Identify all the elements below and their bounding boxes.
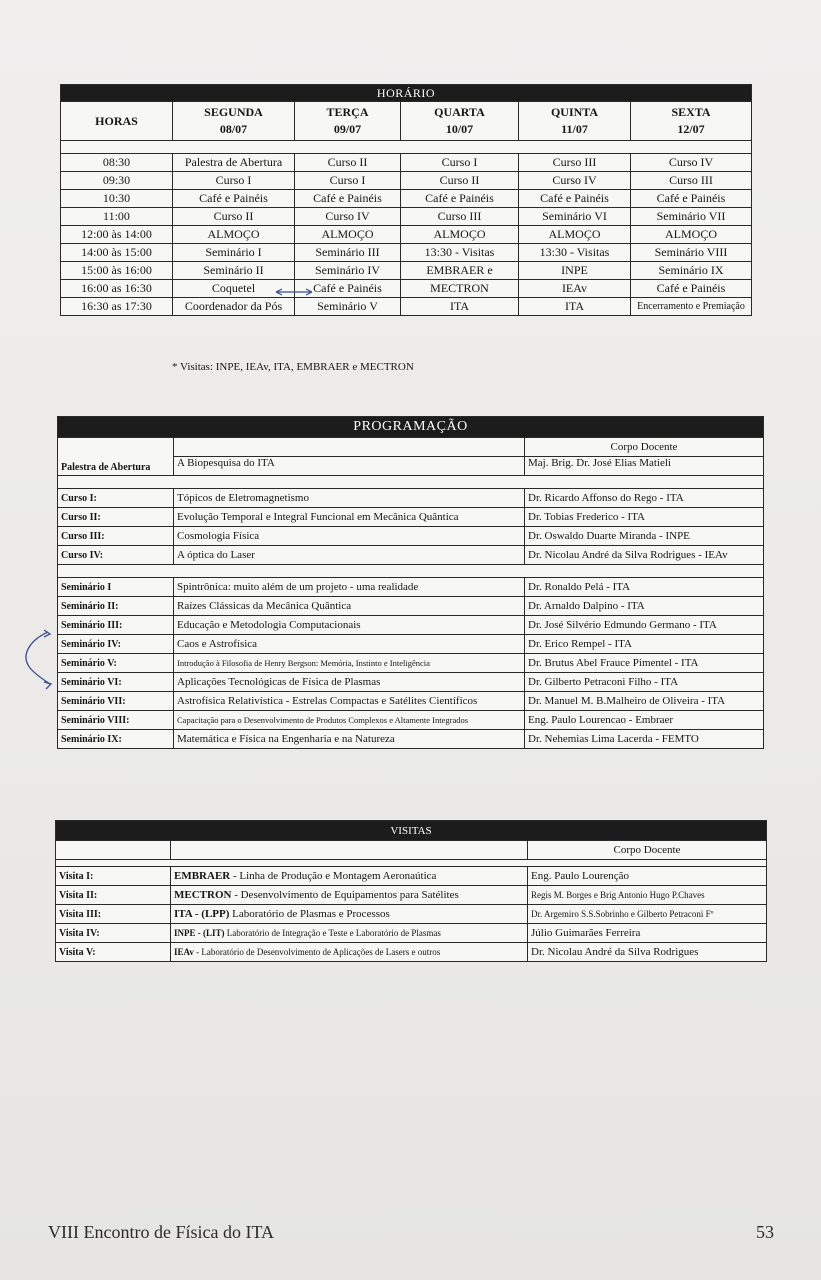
slot-cell: 13:30 - Visitas [519,244,631,262]
teacher-cell: Dr. Erico Rempel - ITA [525,635,764,654]
teacher-cell: Dr. Tobias Frederico - ITA [525,508,764,527]
slot-cell: Curso IV [295,208,401,226]
visit-desc: - Linha de Produção e Montagem Aeronaútica [230,870,437,882]
header-day: SEGUNDA [204,105,263,119]
slot-cell: EMBRAER e [401,262,519,280]
slot-cell: INPE [519,262,631,280]
topic-cell: Capacitação para o Desenvolvimento de Produtos Complexos e Altamente Integrados [174,711,525,730]
slot-cell: Café e Painéis [295,190,401,208]
row-label: Seminário I [58,578,174,597]
teacher-cell: Júlio Guimarães Ferreira [528,924,767,943]
slot-cell: Seminário I [173,244,295,262]
teacher-cell: Dr. Ricardo Affonso do Rego - ITA [525,489,764,508]
schedule-row [61,244,752,262]
schedule-table [60,84,752,316]
header-cell [519,102,631,141]
schedule-row [61,280,752,298]
teacher-cell: Dr. Argemiro S.S.Sobrinho e Gilberto Petraconi Fº [528,905,767,924]
visit-desc: - Desenvolvimento de Equipamentos para Satélites [231,889,459,901]
teacher-cell: Dr. José Silvério Edmundo Germano - ITA [525,616,764,635]
slot-cell: Coordenador da Pós [173,298,295,316]
topic-cell: Introdução à Filosofia de Henry Bergson: Memória, Instinto e Inteligência [174,654,525,673]
seminar-row [58,711,764,730]
teacher-cell: Dr. Brutus Abel Frauce Pimentel - ITA [525,654,764,673]
header-date: 09/07 [333,122,362,136]
slot-cell: Seminário II [173,262,295,280]
visit-desc-cell [171,943,528,962]
topic-cell: Spintrônica: muito além de um projeto - uma realidade [174,578,525,597]
spacer-row [56,860,767,867]
schedule-row [61,154,752,172]
header-cell [173,102,295,141]
teacher-cell: Dr. Gilberto Petraconi Filho - ITA [525,673,764,692]
topic-cell: Tópicos de Eletromagnetismo [174,489,525,508]
slot-cell: Seminário VIII [631,244,752,262]
teacher-cell: Maj. Brig. Dr. José Elias Matieli [525,457,764,476]
visit-org: INPE - (LIT) [174,928,225,938]
schedule-header-row [61,102,752,141]
visit-row [56,924,767,943]
teacher-cell: Dr. Nehemias Lima Lacerda - FEMTO [525,730,764,749]
slot-cell: Café e Painéis [295,280,401,298]
teacher-cell: Dr. Ronaldo Pelá - ITA [525,578,764,597]
spacer-row [61,141,752,154]
slot-cell: Café e Painéis [519,190,631,208]
schedule-row [61,226,752,244]
time-cell: 10:30 [61,190,173,208]
time-cell: 11:00 [61,208,173,226]
slot-cell: Seminário III [295,244,401,262]
schedule-row [61,298,752,316]
row-label: Curso III: [58,527,174,546]
topic-cell: Astrofísica Relativística - Estrelas Compactas e Satélites Científicos [174,692,525,711]
slot-cell: 13:30 - Visitas [401,244,519,262]
visit-row [56,905,767,924]
teacher-cell: Eng. Paulo Lourenção [528,867,767,886]
blank-cell [56,841,171,860]
visit-org: IEAv [174,947,194,957]
header-day: SEXTA [671,105,711,119]
teacher-cell: Dr. Nicolau André da Silva Rodrigues - IEAv [525,546,764,565]
slot-cell: ALMOÇO [519,226,631,244]
slot-cell: Encerramento e Premiação [631,298,752,316]
visit-desc-cell [171,924,528,943]
slot-cell: Curso IV [519,172,631,190]
topic-cell: Matemática e Física na Engenharia e na Natureza [174,730,525,749]
teacher-cell: Eng. Paulo Lourencao - Embraer [525,711,764,730]
row-label: Curso II: [58,508,174,527]
topic-cell: A óptica do Laser [174,546,525,565]
slot-cell: ALMOÇO [173,226,295,244]
row-label: Palestra de Abertura [58,438,174,476]
time-cell: 12:00 às 14:00 [61,226,173,244]
row-label: Seminário III: [58,616,174,635]
topic-cell: Aplicações Tecnológicas de Física de Plasmas [174,673,525,692]
course-row [58,546,764,565]
header-day: QUARTA [434,105,485,119]
visits-footnote: * Visitas: INPE, IEAv, ITA, EMBRAER e MECTRON [172,361,414,373]
visits-title: VISITAS [56,821,767,841]
spacer-row [58,565,764,578]
seminar-row [58,578,764,597]
schedule-title: HORÁRIO [61,85,752,102]
slot-cell: Café e Painéis [631,280,752,298]
slot-cell: Seminário IX [631,262,752,280]
corpo-docente-header: Corpo Docente [525,438,764,457]
time-cell: 14:00 às 15:00 [61,244,173,262]
header-cell [401,102,519,141]
time-cell: 08:30 [61,154,173,172]
seminar-row [58,654,764,673]
row-label: Seminário V: [58,654,174,673]
slot-cell: Curso I [401,154,519,172]
slot-cell: Curso III [631,172,752,190]
slot-cell: Café e Painéis [401,190,519,208]
course-row [58,489,764,508]
teacher-cell: Dr. Arnaldo Dalpino - ITA [525,597,764,616]
slot-cell: Seminário V [295,298,401,316]
header-date: 11/07 [561,122,588,136]
slot-cell: Curso II [173,208,295,226]
header-day: TERÇA [326,105,369,119]
page-number: 53 [756,1222,774,1242]
row-label: Visita IV: [56,924,171,943]
slot-cell: ALMOÇO [631,226,752,244]
row-label: Seminário II: [58,597,174,616]
blank-cell [174,438,525,457]
visit-desc: Laboratório de Integração e Teste e Laboratório de Plasmas [224,928,441,938]
slot-cell: ALMOÇO [295,226,401,244]
visit-desc-cell [171,867,528,886]
slot-cell: ALMOÇO [401,226,519,244]
row-label: Visita V: [56,943,171,962]
slot-cell: ITA [401,298,519,316]
seminar-row [58,692,764,711]
row-label: Visita II: [56,886,171,905]
corpo-docente-header: Corpo Docente [528,841,767,860]
header-cell [295,102,401,141]
topic-cell: Raízes Clássicas da Mecânica Quântica [174,597,525,616]
program-title: PROGRAMAÇÃO [58,417,764,438]
visit-row [56,867,767,886]
visit-desc: Laboratório de Plasmas e Processos [229,908,390,920]
seminar-row [58,730,764,749]
visit-desc-cell [171,886,528,905]
topic-cell: A Biopesquisa do ITA [174,457,525,476]
time-cell: 09:30 [61,172,173,190]
course-row [58,527,764,546]
visits-table [55,820,767,962]
teacher-cell: Regis M. Borges e Brig Antonio Hugo P.Chaves [528,886,767,905]
time-cell: 16:00 as 16:30 [61,280,173,298]
visit-row [56,943,767,962]
header-date: 08/07 [219,122,248,136]
visit-desc-cell [171,905,528,924]
schedule-row [61,208,752,226]
seminar-row [58,635,764,654]
teacher-cell: Dr. Nicolau André da Silva Rodrigues [528,943,767,962]
slot-cell: Palestra de Abertura [173,154,295,172]
row-label: Seminário VI: [58,673,174,692]
slot-cell: Curso I [295,172,401,190]
row-label: Seminário VIII: [58,711,174,730]
visit-org: ITA - (LPP) [174,908,230,920]
teacher-cell: Dr. Manuel M. B.Malheiro de Oliveira - ITA [525,692,764,711]
header-date: 12/07 [677,122,705,136]
slot-cell: Café e Painéis [631,190,752,208]
time-cell: 15:00 às 16:00 [61,262,173,280]
program-table [57,416,764,749]
slot-cell: Curso II [401,172,519,190]
blank-cell [171,841,528,860]
row-label: Curso I: [58,489,174,508]
row-label: Seminário IV: [58,635,174,654]
visit-org: MECTRON [174,889,232,901]
topic-cell: Caos e Astrofísica [174,635,525,654]
slot-cell: Curso II [295,154,401,172]
slot-cell: Café e Painéis [173,190,295,208]
slot-cell: Seminário IV [295,262,401,280]
slot-cell: Curso IV [631,154,752,172]
seminar-row [58,673,764,692]
slot-cell: Seminário VII [631,208,752,226]
header-day: HORAS [95,113,138,128]
row-label: Seminário IX: [58,730,174,749]
visit-org: EMBRAER [174,870,231,882]
row-label: Visita I: [56,867,171,886]
topic-cell: Cosmologia Física [174,527,525,546]
seminar-row [58,616,764,635]
schedule-row [61,262,752,280]
footer-title: VIII Encontro de Física do ITA [48,1222,274,1242]
visit-desc: - Laboratório de Desenvolvimento de Aplicações de Lasers e outros [193,947,441,957]
slot-cell: Curso I [173,172,295,190]
row-label: Curso IV: [58,546,174,565]
slot-cell: Coquetel [173,280,295,298]
row-label: Visita III: [56,905,171,924]
spacer-row [58,476,764,489]
course-row [58,508,764,527]
visit-row [56,886,767,905]
topic-cell: Educação e Metodologia Computacionais [174,616,525,635]
schedule-row [61,172,752,190]
slot-cell: Curso III [519,154,631,172]
header-date: 10/07 [445,122,474,136]
topic-cell: Evolução Temporal e Integral Funcional em Mecânica Quântica [174,508,525,527]
row-label: Seminário VII: [58,692,174,711]
header-cell [61,102,173,141]
teacher-cell: Dr. Oswaldo Duarte Miranda - INPE [525,527,764,546]
seminar-row [58,597,764,616]
slot-cell: Curso III [401,208,519,226]
slot-cell: MECTRON [401,280,519,298]
header-cell [631,102,752,141]
slot-cell: ITA [519,298,631,316]
header-day: QUINTA [550,105,599,119]
slot-cell: IEAv [519,280,631,298]
schedule-row [61,190,752,208]
time-cell: 16:30 as 17:30 [61,298,173,316]
slot-cell: Seminário VI [519,208,631,226]
